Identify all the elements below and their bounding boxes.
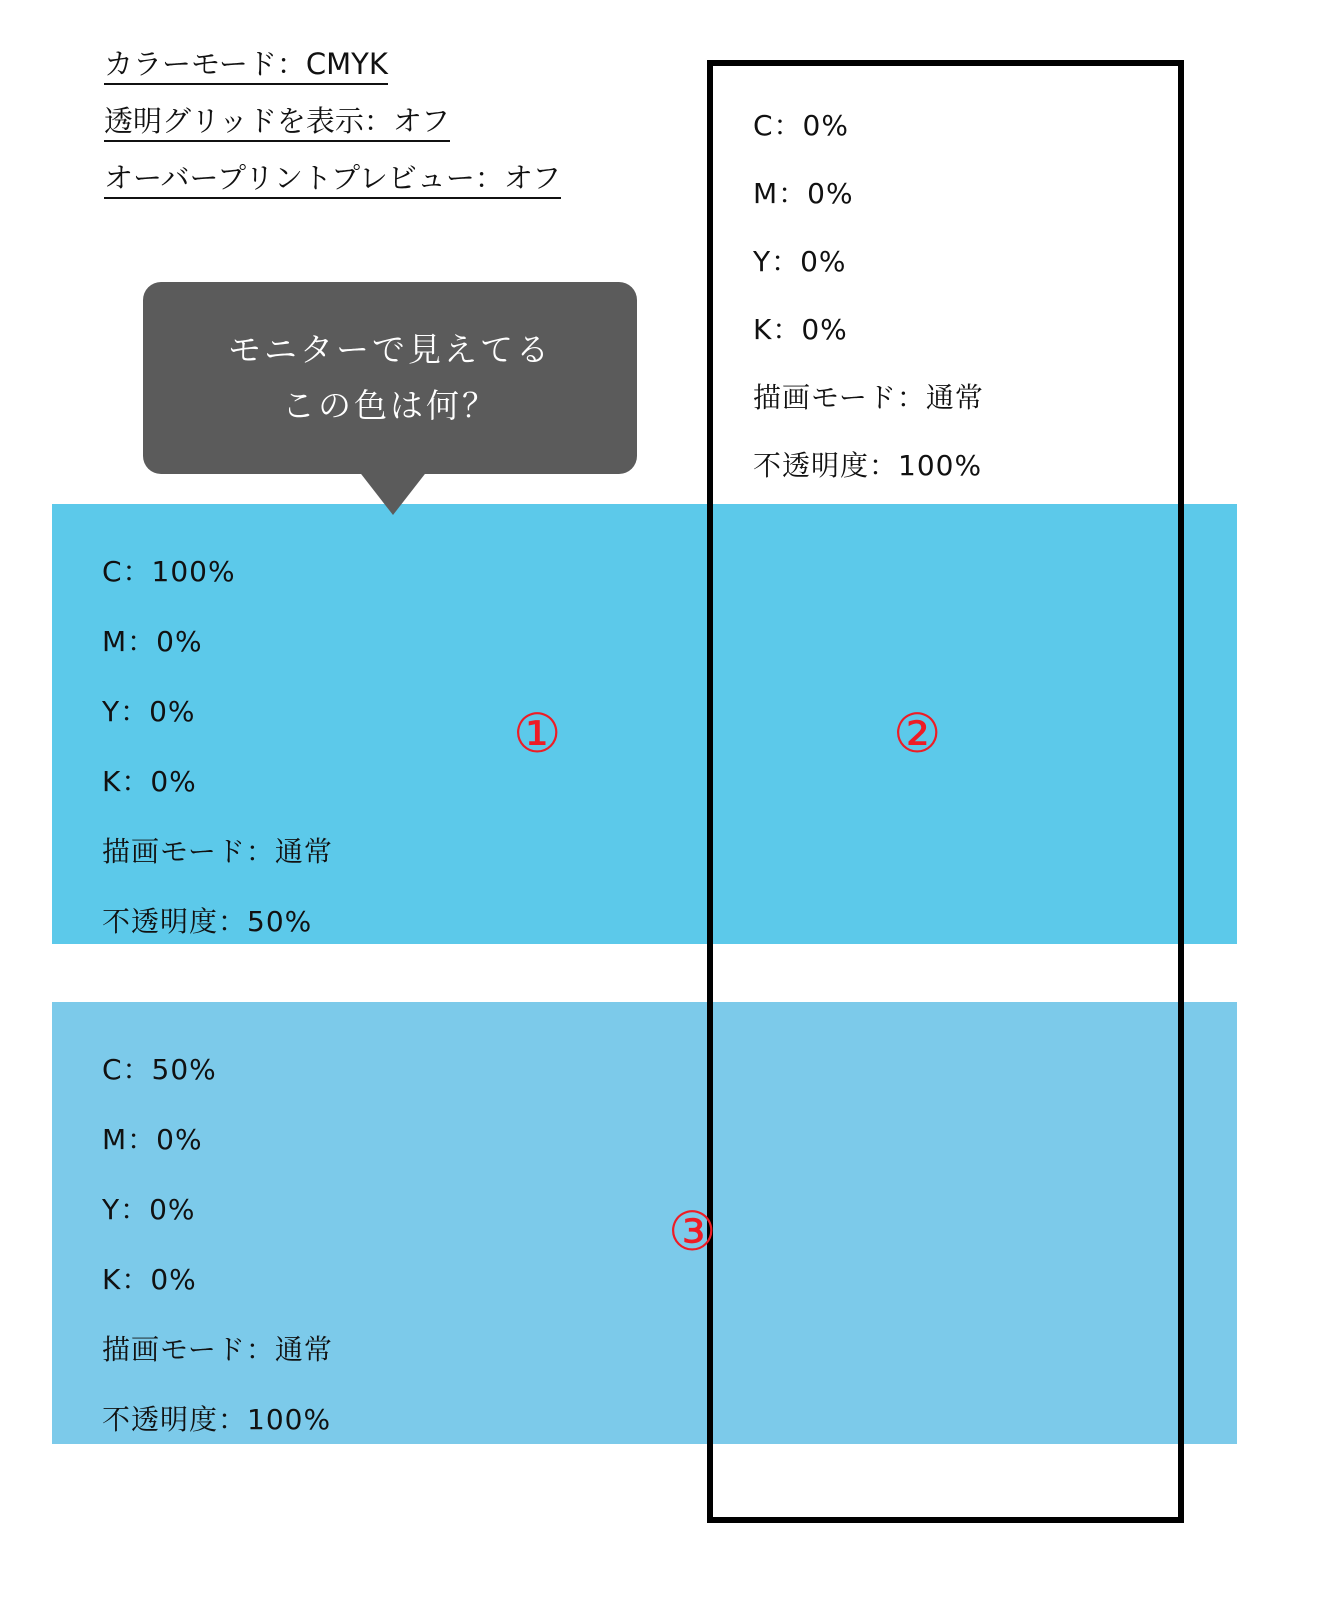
frame-m: M：0% <box>753 177 854 210</box>
block1-opacity: 不透明度：50% <box>102 905 313 938</box>
speech-bubble-text <box>143 282 637 474</box>
speech-bubble-tail <box>358 470 428 515</box>
block1-y: Y：0% <box>102 695 196 728</box>
settings-list <box>104 47 704 221</box>
block3-opacity: 不透明度：100% <box>102 1403 332 1436</box>
block3-blend-mode: 描画モード：通常 <box>102 1333 333 1366</box>
block3-m: M：0% <box>102 1123 203 1156</box>
setting-overprint-preview: オーバープリントプレビュー：オフ <box>104 164 561 199</box>
marker-2: ② <box>893 702 942 765</box>
frame-k: K：0% <box>753 313 848 346</box>
block1-blend-mode: 描画モード：通常 <box>102 835 333 868</box>
block3-y: Y：0% <box>102 1193 196 1226</box>
block3-c: C：50% <box>102 1053 217 1086</box>
speech-bubble-line-2: この色は何？ <box>282 386 498 425</box>
artboard-frame-params <box>753 104 1173 512</box>
block1-c: C：100% <box>102 555 236 588</box>
marker-1: ① <box>513 702 562 765</box>
frame-opacity: 不透明度：100% <box>753 449 983 482</box>
frame-c: C：0% <box>753 109 849 142</box>
setting-color-mode: カラーモード：CMYK <box>104 50 388 85</box>
color-block-3-params <box>102 1048 333 1468</box>
frame-y: Y：0% <box>753 245 847 278</box>
speech-bubble <box>143 282 637 474</box>
frame-blend-mode: 描画モード：通常 <box>753 381 984 414</box>
color-block-1-params <box>102 550 333 970</box>
block3-k: K：0% <box>102 1263 197 1296</box>
speech-bubble-line-1: モニターで見えてる <box>228 329 552 369</box>
block1-k: K：0% <box>102 765 197 798</box>
setting-transparency-grid: 透明グリッドを表示：オフ <box>104 107 450 142</box>
marker-3: ③ <box>668 1200 717 1263</box>
block1-m: M：0% <box>102 625 203 658</box>
